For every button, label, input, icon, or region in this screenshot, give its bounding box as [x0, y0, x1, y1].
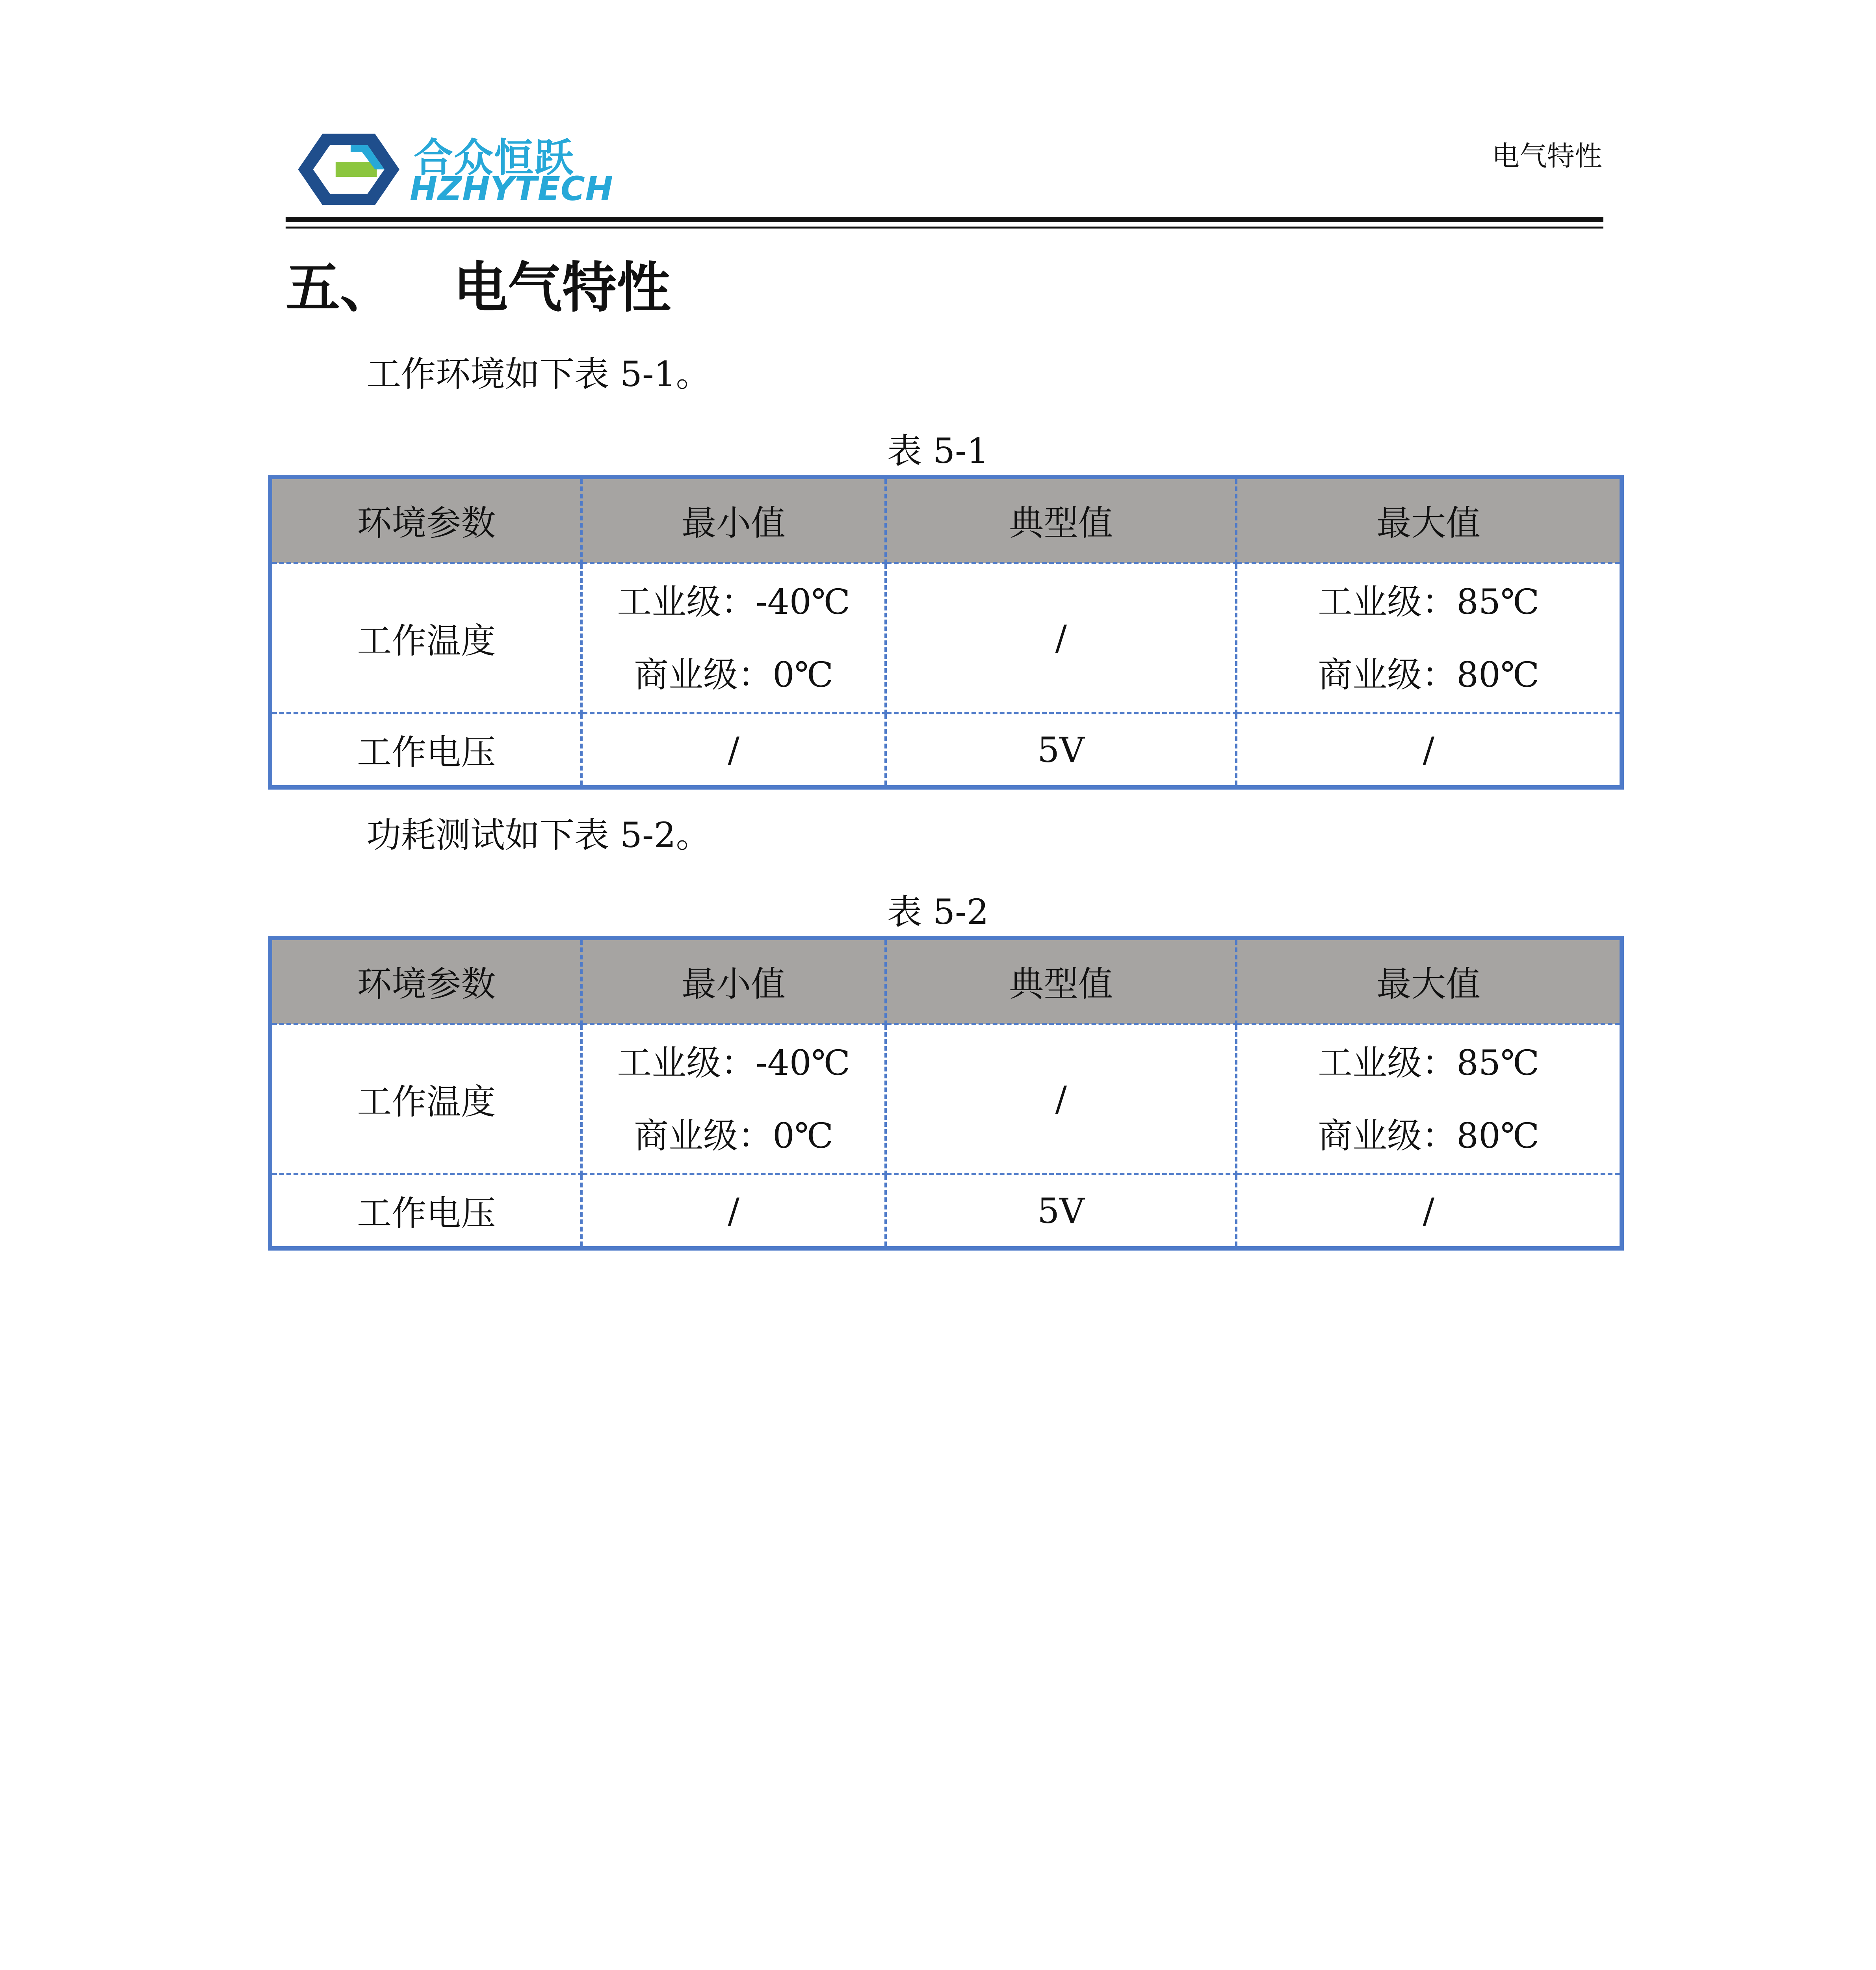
header-env-param: 环境参数 [270, 477, 582, 563]
header-max: 最大值 [1236, 477, 1622, 563]
table-header-row [270, 938, 1622, 1024]
cell-min-voltage: / [581, 1174, 885, 1249]
table-row [270, 563, 1622, 713]
min-commercial: 商业级：0℃ [633, 1115, 834, 1156]
table1-caption: 表 5-1 [887, 431, 989, 471]
cell-min-temperature [581, 1024, 885, 1174]
table-header-row [270, 477, 1622, 563]
header-typ: 典型值 [886, 938, 1237, 1024]
cell-min-temperature [581, 563, 885, 713]
row-label-voltage: 工作电压 [270, 1174, 582, 1249]
cell-typ-temperature: / [886, 563, 1237, 713]
max-industrial: 工业级：85℃ [1317, 1042, 1540, 1083]
row-label-temperature: 工作温度 [270, 1024, 582, 1174]
cell-typ-temperature: / [886, 1024, 1237, 1174]
header-min: 最小值 [581, 938, 885, 1024]
intro-paragraph-2: 功耗测试如下表 5-2。 [366, 815, 711, 855]
section-number: 五、 [286, 256, 395, 320]
header-max: 最大值 [1236, 938, 1622, 1024]
cell-max-voltage: / [1236, 1174, 1622, 1249]
max-industrial: 工业级：85℃ [1317, 581, 1540, 622]
table-5-2 [268, 936, 1624, 1251]
table-row [270, 713, 1622, 788]
min-industrial: 工业级：-40℃ [617, 581, 851, 622]
company-logo [292, 126, 613, 209]
table-row [270, 1174, 1622, 1249]
table-5-1 [268, 475, 1624, 790]
min-commercial: 商业级：0℃ [633, 654, 834, 695]
header-section-name: 电气特性 [1492, 140, 1602, 172]
cell-max-temperature [1236, 1024, 1622, 1174]
row-label-temperature: 工作温度 [270, 563, 582, 713]
cell-typ-voltage: 5V [886, 1174, 1237, 1249]
section-title: 电气特性 [453, 256, 671, 320]
header-typ: 典型值 [886, 477, 1237, 563]
header-min: 最小值 [581, 477, 885, 563]
header-env-param: 环境参数 [270, 938, 582, 1024]
header-rule-thick [286, 217, 1603, 222]
row-label-voltage: 工作电压 [270, 713, 582, 788]
logo-chinese-name: 合众恒跃 [414, 135, 574, 181]
min-industrial: 工业级：-40℃ [617, 1042, 851, 1083]
max-commercial: 商业级：80℃ [1317, 1115, 1540, 1156]
table-row [270, 1024, 1622, 1174]
hexagon-logo-icon [292, 130, 410, 209]
max-commercial: 商业级：80℃ [1317, 654, 1540, 695]
cell-max-voltage: / [1236, 713, 1622, 788]
logo-english-name: HZHYTECH [410, 169, 613, 208]
table2-caption: 表 5-2 [887, 892, 989, 932]
cell-max-temperature [1236, 563, 1622, 713]
cell-typ-voltage: 5V [886, 713, 1237, 788]
section-heading [286, 244, 671, 322]
cell-min-voltage: / [581, 713, 885, 788]
header-rule-thin [286, 227, 1603, 229]
intro-paragraph-1: 工作环境如下表 5-1。 [366, 354, 711, 394]
